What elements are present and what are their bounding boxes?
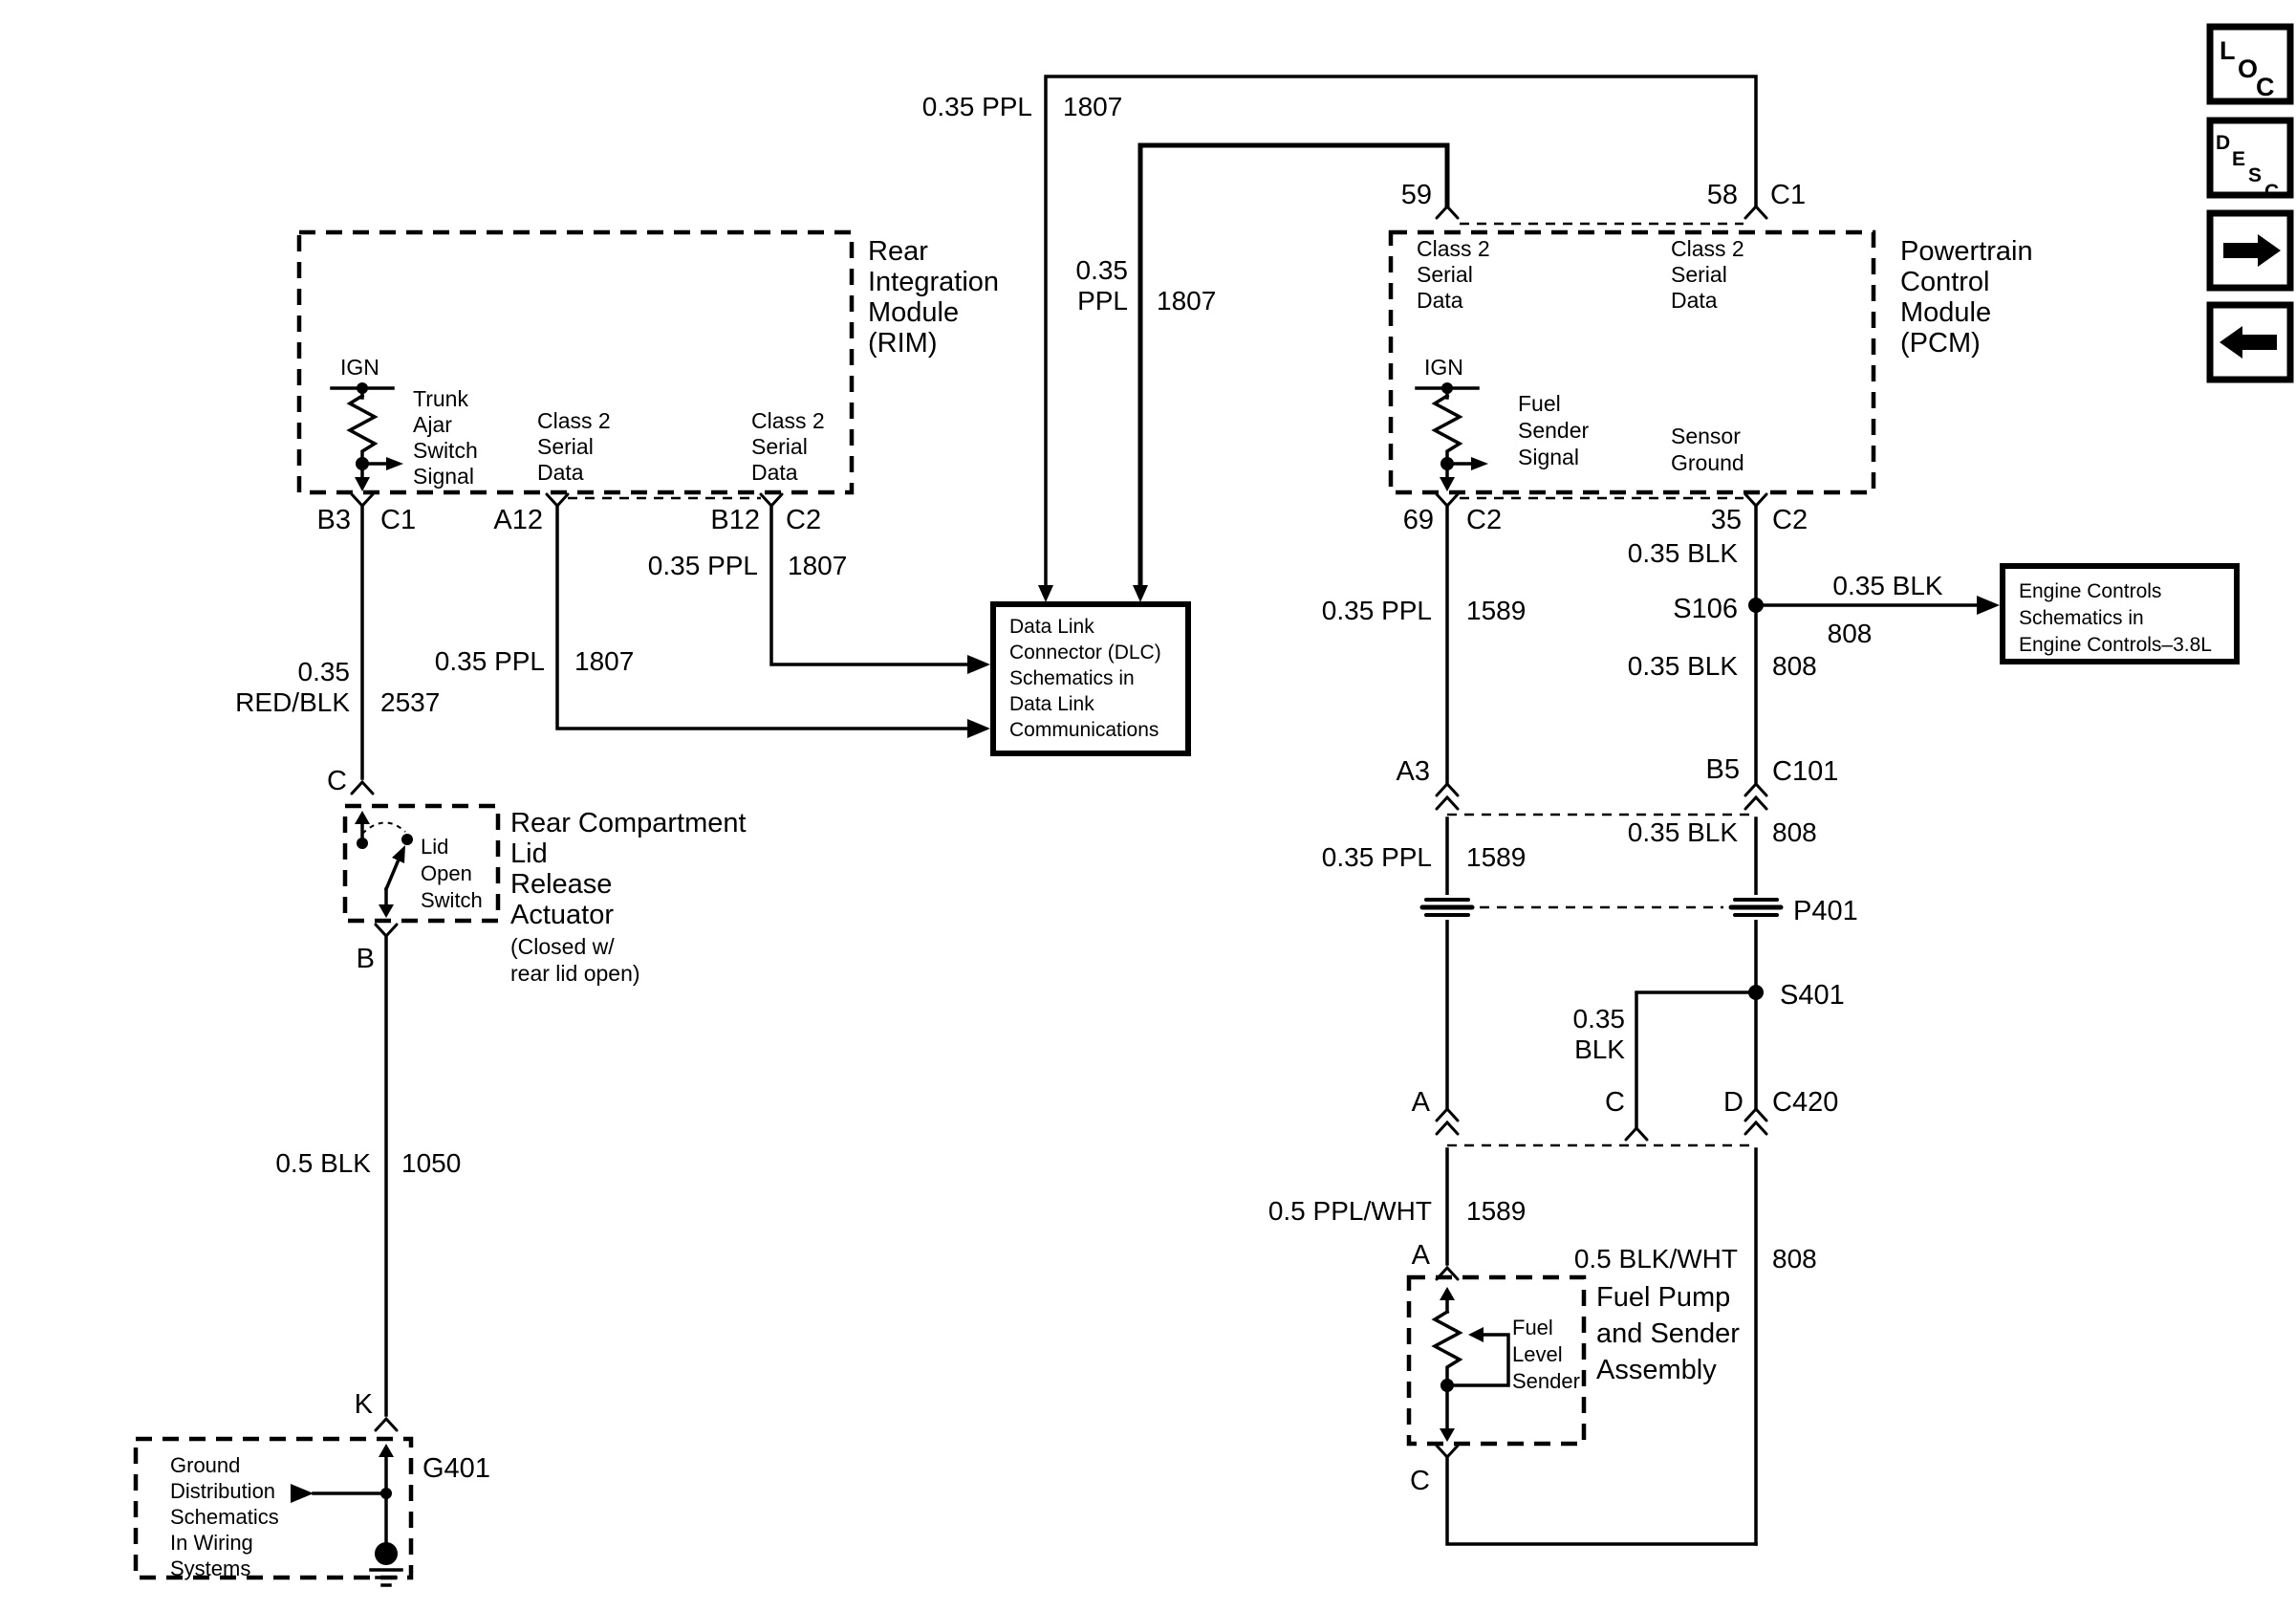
wire-name-line1: 0.35 [1075,255,1128,285]
switch-label-line1: Lid [421,835,449,859]
desc-letter-4: C [2264,181,2280,203]
rim-signal-line4: Signal [413,464,474,489]
engine-controls-link[interactable] [2003,566,2237,662]
fuel-sender-line1: Fuel [1512,1316,1553,1339]
rim-class2-left-line1: Class 2 [537,408,611,433]
dlc-reference-link[interactable] [993,604,1188,753]
desc-button[interactable] [2210,120,2290,203]
actuator-note-line2: rear lid open) [510,961,640,986]
rim-label-line2: Integration [868,267,1000,297]
p401-code: P401 [1793,896,1858,926]
splice-s106-label: S106 [1673,594,1738,624]
engine-ref-line2: Schematics in [2019,607,2144,629]
dlc-line2: Connector (DLC) [1009,642,1161,664]
pcm-class2-right-line3: Data [1671,288,1718,313]
rim-pin-c2: C2 [786,505,822,535]
rim-class2-right-line3: Data [751,460,798,485]
pcm-class2-right-line1: Class 2 [1671,236,1744,261]
rim-class2-left-line2: Serial [537,434,594,459]
ground-line5: Systems [170,1557,251,1580]
ground-pin-k: K [354,1389,373,1420]
switch-label-line3: Switch [421,888,483,912]
c101-pin-b5: B5 [1705,754,1740,785]
wire-label-ppl-1807-top [922,92,1123,121]
pcm-label-line4: (PCM) [1900,328,1981,359]
loc-letter-2: O [2238,54,2259,83]
dlc-line5: Communications [1009,719,1159,741]
switch-label-line2: Open [421,861,472,885]
fuel-pin-c: C [1410,1466,1430,1496]
desc-letter-1: D [2216,132,2231,154]
pcm-class2-right-line2: Serial [1671,262,1727,287]
c101-code: C101 [1772,756,1839,787]
ground-line4: In Wiring [170,1531,253,1555]
rim-pin-b12: B12 [710,505,760,535]
fuel-pin-a: A [1411,1240,1430,1271]
rim-ign-label: IGN [340,355,379,380]
pcm-ign-label: IGN [1424,355,1463,380]
branch-wire-name-line2: BLK [1574,1034,1625,1064]
wire-circuit: 1807 [574,646,635,676]
pcm-label-line1: Powertrain [1900,236,2033,267]
fuel-label-line3: Assembly [1596,1355,1717,1385]
pcm-fuel-sender-line3: Signal [1518,445,1579,469]
loc-button[interactable] [2210,27,2290,101]
rim-class2-left-line3: Data [537,460,584,485]
dlc-line1: Data Link [1009,616,1094,638]
loc-letter-3: C [2256,73,2275,101]
wire-name-808-upper: 0.35 BLK [1627,651,1738,681]
wire-circuit: 1807 [1157,286,1217,316]
pcm-pin-35: 35 [1710,505,1742,535]
actuator-pin-b: B [356,944,375,974]
rim-pin-a12: A12 [493,505,543,535]
ground-terminal [375,1542,398,1565]
rim-label-line4: (RIM) [868,328,938,359]
actuator-note-line1: (Closed w/ [510,934,615,959]
dlc-line4: Data Link [1009,693,1094,715]
wire-name: 0.35 PPL [921,92,1032,121]
branch-wire-name-line1: 0.35 [1572,1004,1625,1034]
wire-name-line2: PPL [1077,286,1128,316]
wire-circuit: 1050 [401,1148,462,1178]
c420-pin-c: C [1605,1087,1625,1118]
pcm-label-line2: Control [1900,267,1990,297]
pcm-pin-c2-left: C2 [1466,505,1503,535]
wire-circuit-lower: 1589 [1466,842,1527,872]
actuator-label-line2: Lid [510,838,548,869]
actuator-label-line4: Actuator [510,900,614,930]
wire-circuit-808-lower: 808 [1772,817,1817,847]
fuel-label-line1: Fuel Pump [1596,1282,1731,1313]
wire-circuit: 1807 [1063,92,1123,121]
pcm-pin-59: 59 [1400,180,1432,210]
ground-code-g401: G401 [422,1453,490,1484]
desc-letter-3: S [2248,164,2263,186]
actuator-label-line3: Release [510,869,613,900]
c420-pin-d: D [1723,1087,1744,1118]
wire-circuit-808-upper: 808 [1772,651,1817,681]
pcm-fuel-sender-line1: Fuel [1518,391,1561,416]
pcm-sensor-ground-line2: Ground [1671,450,1744,475]
desc-letter-2: E [2232,148,2246,170]
pcm-class2-left-line1: Class 2 [1417,236,1490,261]
switch-contact-left [357,838,368,849]
wire-name-line2: RED/BLK [235,687,350,717]
wire-name-blkwht: 0.5 BLK/WHT [1573,1244,1738,1274]
wire-name-above-s106: 0.35 BLK [1627,538,1738,568]
pcm-pin-c2-right: C2 [1772,505,1809,535]
pcm-sensor-ground-line1: Sensor [1671,424,1741,448]
pcm-class2-left-line2: Serial [1417,262,1473,287]
wire-circuit: 808 [1827,619,1873,648]
actuator-label-line1: Rear Compartment [510,808,747,838]
wire-name-808-lower: 0.35 BLK [1627,817,1738,847]
dlc-line3: Schematics in [1009,667,1135,689]
rim-signal-line1: Trunk [413,386,468,411]
c101-pin-a3: A3 [1396,756,1430,787]
wire-name: 0.35 PPL [647,551,758,580]
loc-letter-1: L [2220,36,2236,65]
rim-label-line3: Module [868,297,960,328]
engine-ref-line3: Engine Controls–3.8L [2019,634,2212,656]
wire-circuit-blkwht: 808 [1772,1244,1817,1274]
wire-circuit-upper: 1589 [1466,596,1527,625]
wire-name-pplwht: 0.5 PPL/WHT [1267,1196,1432,1226]
fuel-sender-line2: Level [1512,1342,1563,1366]
wire-name-lower: 0.35 PPL [1321,842,1432,872]
wire-circuit: 1807 [788,551,848,580]
wire-name-line1: 0.35 [297,657,350,686]
fuel-label-line2: and Sender [1596,1318,1740,1349]
wire-name: 0.35 PPL [434,646,545,676]
pcm-class2-left-line3: Data [1417,288,1463,313]
pcm-pin-69: 69 [1402,505,1434,535]
wire-name: 0.5 BLK [275,1148,371,1178]
engine-ref-line1: Engine Controls [2019,580,2162,602]
pcm-pin-58: 58 [1706,180,1738,210]
wire-name-upper: 0.35 PPL [1321,596,1432,625]
actuator-pin-c: C [327,766,347,796]
ground-line1: Ground [170,1453,241,1477]
c420-pin-a: A [1411,1087,1430,1118]
rim-signal-line2: Ajar [413,412,452,437]
rim-pin-b3: B3 [316,505,351,535]
c420-code: C420 [1772,1087,1839,1118]
rim-signal-line3: Switch [413,438,478,463]
pcm-pin-c1: C1 [1770,180,1807,210]
rim-class2-right-line1: Class 2 [751,408,825,433]
rim-pin-c1: C1 [380,505,417,535]
fuel-sender-line3: Sender [1512,1369,1580,1393]
rim-label-line1: Rear [868,236,928,267]
wire-circuit-pplwht: 1589 [1466,1196,1527,1226]
pcm-fuel-sender-line2: Sender [1518,418,1590,443]
pcm-label-line3: Module [1900,297,1992,328]
next-button[interactable] [2210,213,2290,288]
rim-class2-right-line2: Serial [751,434,808,459]
wire-name: 0.35 BLK [1832,571,1943,600]
switch-contact-right [401,834,413,845]
back-button[interactable] [2210,305,2290,380]
splice-s401-label: S401 [1780,980,1845,1011]
wire-circuit: 2537 [380,687,441,717]
ground-line3: Schematics [170,1505,279,1529]
ground-line2: Distribution [170,1479,276,1503]
